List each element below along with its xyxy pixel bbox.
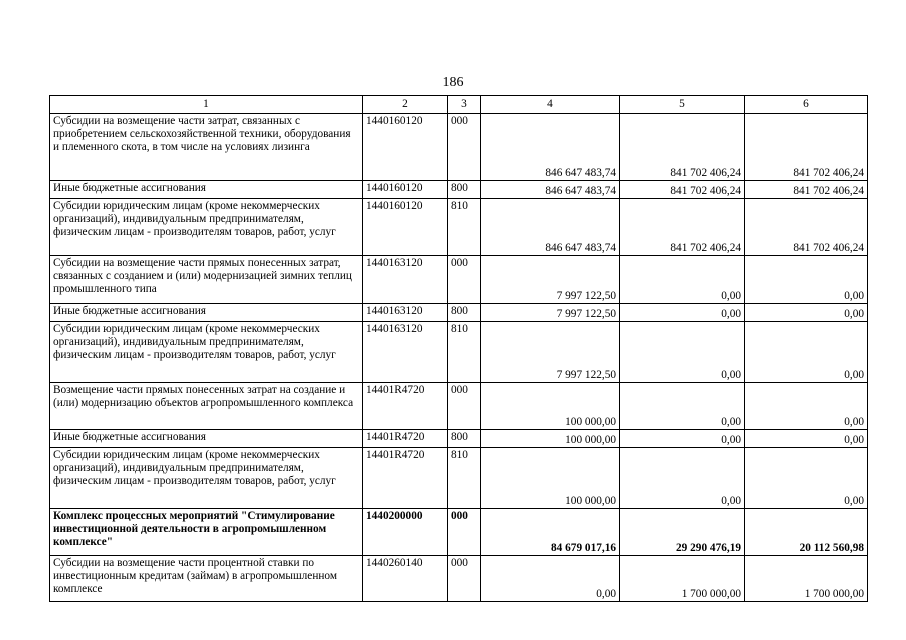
row-value-cell: 846 647 483,74 [481,181,620,199]
row-value-cell: 1 700 000,00 [620,556,745,602]
page-number: 186 [442,75,464,90]
header-cell: 3 [448,96,481,114]
row-value-cell: 0,00 [620,383,745,430]
row-code-cell: 1440163120 [363,322,448,383]
row-value-cell: 1 700 000,00 [745,556,868,602]
header-cell: 6 [745,96,868,114]
header-cell: 2 [363,96,448,114]
table-row [50,430,868,448]
row-value-cell: 841 702 406,24 [745,181,868,199]
row-name-cell: Субсидии юридическим лицам (кроме некоммерческих организаций), индивидуальным предпринимателям, физическим лицам - производителям товаров, работ, услуг [50,199,363,256]
row-value-cell: 0,00 [620,256,745,304]
table-row [50,448,868,509]
row-value-cell: 841 702 406,24 [745,199,868,256]
table-row [50,181,868,199]
row-name-cell: Иные бюджетные ассигнования [50,181,363,199]
table-row [50,256,868,304]
row-value-cell: 841 702 406,24 [745,114,868,181]
row-value-cell: 0,00 [745,448,868,509]
table-row [50,304,868,322]
row-name-cell: Субсидии на возмещение части прямых понесенных затрат, связанных с созданием и (или) модернизацией зимних теплиц промышленного типа [50,256,363,304]
row-kind-cell: 800 [448,430,481,448]
row-value-cell: 841 702 406,24 [620,114,745,181]
row-value-cell: 846 647 483,74 [481,114,620,181]
row-value-cell: 100 000,00 [481,383,620,430]
row-value-cell: 100 000,00 [481,448,620,509]
row-code-cell: 1440200000 [363,509,448,556]
row-code-cell: 1440163120 [363,304,448,322]
budget-table [49,95,868,602]
row-value-cell: 20 112 560,98 [745,509,868,556]
row-name-cell: Субсидии юридическим лицам (кроме некоммерческих организаций), индивидуальным предпринимателям, физическим лицам - производителям товаров, работ, услуг [50,448,363,509]
row-value-cell: 7 997 122,50 [481,304,620,322]
row-name-cell: Иные бюджетные ассигнования [50,304,363,322]
row-code-cell: 1440160120 [363,114,448,181]
row-code-cell: 14401R4720 [363,430,448,448]
row-kind-cell: 000 [448,114,481,181]
row-kind-cell: 000 [448,556,481,602]
row-value-cell: 841 702 406,24 [620,199,745,256]
row-code-cell: 1440160120 [363,181,448,199]
row-name-cell: Возмещение части прямых понесенных затрат на создание и (или) модернизацию объектов агропромышленного комплекса [50,383,363,430]
row-kind-cell: 000 [448,256,481,304]
row-value-cell: 0,00 [745,256,868,304]
table-row [50,383,868,430]
row-name-cell: Субсидии на возмещение части затрат, связанных с приобретением сельскохозяйственной техники, оборудования и племенного скота, в том числе на условиях лизинга [50,114,363,181]
row-value-cell: 0,00 [620,304,745,322]
row-value-cell: 841 702 406,24 [620,181,745,199]
row-code-cell: 14401R4720 [363,448,448,509]
row-value-cell: 0,00 [620,430,745,448]
header-row [50,96,868,114]
row-name-cell: Комплекс процессных мероприятий "Стимулирование инвестиционной деятельности в агропромышленном комплексе" [50,509,363,556]
row-code-cell: 1440160120 [363,199,448,256]
row-value-cell: 29 290 476,19 [620,509,745,556]
row-value-cell: 0,00 [745,383,868,430]
row-value-cell: 846 647 483,74 [481,199,620,256]
row-kind-cell: 800 [448,181,481,199]
row-name-cell: Субсидии юридическим лицам (кроме некоммерческих организаций), индивидуальным предпринимателям, физическим лицам - производителям товаров, работ, услуг [50,322,363,383]
row-code-cell: 1440260140 [363,556,448,602]
row-kind-cell: 800 [448,304,481,322]
table-row [50,556,868,602]
row-code-cell: 1440163120 [363,256,448,304]
row-value-cell: 7 997 122,50 [481,256,620,304]
row-kind-cell: 810 [448,199,481,256]
row-kind-cell: 810 [448,448,481,509]
row-name-cell: Субсидии на возмещение части процентной ставки по инвестиционным кредитам (займам) в агропромышленном комплексе [50,556,363,602]
row-value-cell: 0,00 [745,304,868,322]
table-row [50,114,868,181]
row-value-cell: 84 679 017,16 [481,509,620,556]
table-row [50,199,868,256]
row-value-cell: 0,00 [745,430,868,448]
row-kind-cell: 810 [448,322,481,383]
row-value-cell: 100 000,00 [481,430,620,448]
row-value-cell: 0,00 [745,322,868,383]
row-kind-cell: 000 [448,383,481,430]
row-value-cell: 0,00 [620,448,745,509]
header-cell: 1 [50,96,363,114]
row-code-cell: 14401R4720 [363,383,448,430]
table-row [50,509,868,556]
row-kind-cell: 000 [448,509,481,556]
row-name-cell: Иные бюджетные ассигнования [50,430,363,448]
row-value-cell: 7 997 122,50 [481,322,620,383]
header-cell: 5 [620,96,745,114]
row-value-cell: 0,00 [620,322,745,383]
header-cell: 4 [481,96,620,114]
table-row [50,322,868,383]
row-value-cell: 0,00 [481,556,620,602]
